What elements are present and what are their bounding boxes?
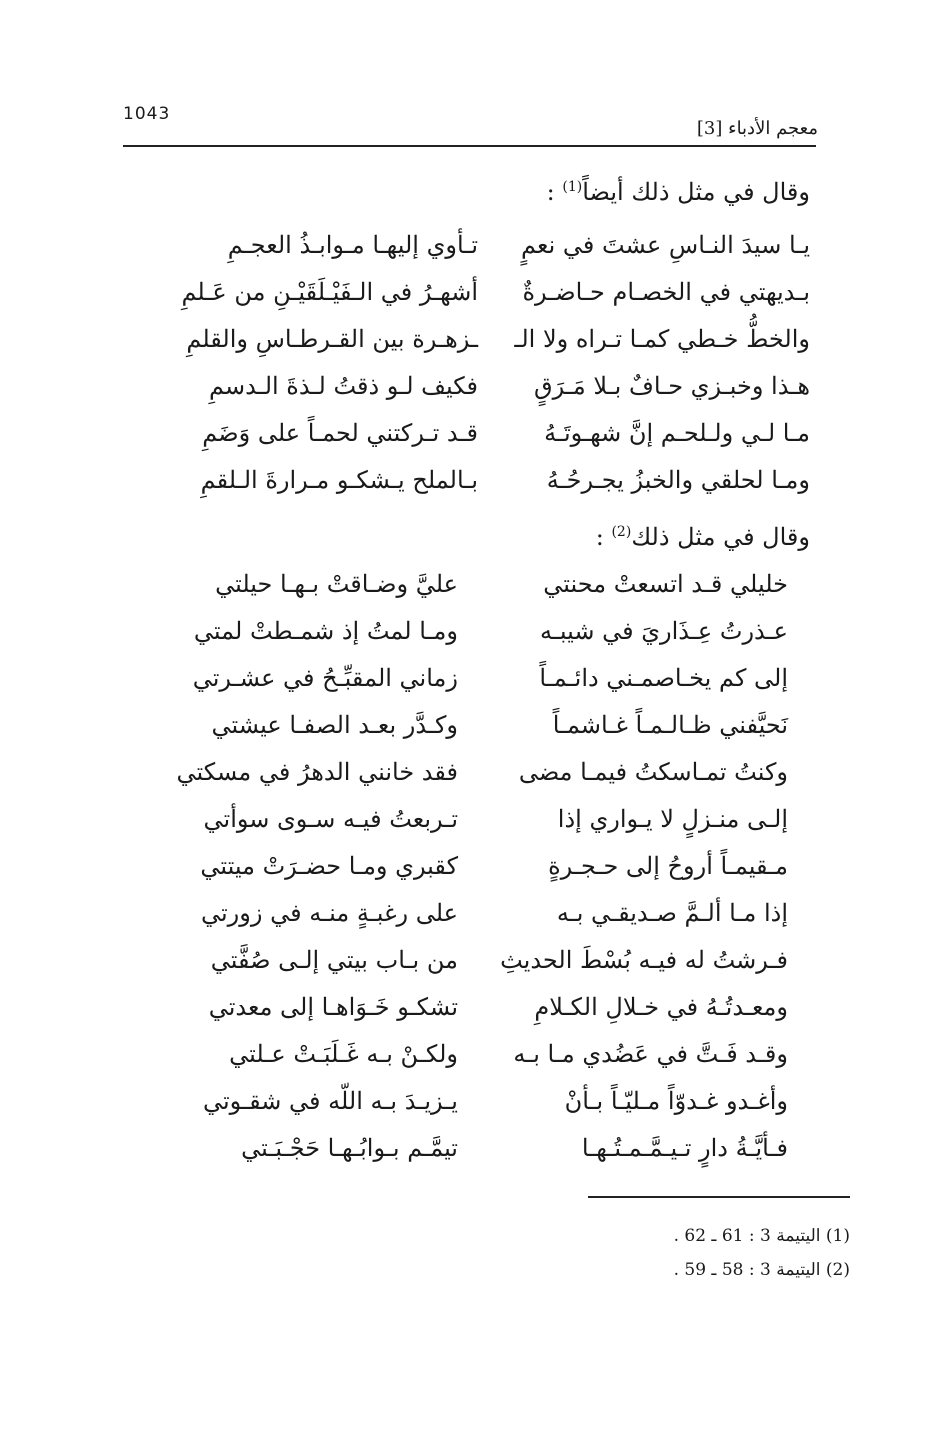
verse-ajuz: تشكـو خَـوَاهـا إلى معدتي: [208, 993, 458, 1021]
verse-ajuz: ومـا لمتُ إذ شمـطتْ لمتي: [193, 617, 458, 645]
verse: [0, 275, 938, 323]
verse: [0, 1084, 938, 1132]
verse: [0, 896, 938, 944]
verse: [0, 990, 938, 1038]
verse: [0, 661, 938, 709]
verse-sadr: بـديهتي في الخصـام حـاضـرةٌ: [522, 278, 810, 306]
footnote-rule: [588, 1196, 850, 1198]
verse-ajuz: عليَّ وضـاقتْ بـهـا حيلتي: [215, 570, 458, 598]
verse-sadr: ومـا لحلقي والخبزُ يجـرحُـهُ: [546, 466, 810, 494]
verse-sadr: هـذا وخبـزي حـافٌ بـلا مَـرَقٍ: [533, 372, 810, 400]
verse-sadr: نَحيَّفني ظـالـمـاً غـاشمـاً: [552, 711, 788, 739]
verse-ajuz: كقبري ومـا حضـرَتْ ميتتي: [200, 852, 458, 880]
verse: [0, 708, 938, 756]
verse: [0, 1037, 938, 1085]
verse-ajuz: تـربعتُ فيـه سـوى سوأتي: [203, 805, 458, 833]
verse-sadr: يـا سيدَ النـاسِ عشتَ في نعمٍ: [521, 231, 810, 259]
verse: [0, 943, 938, 991]
verse-ajuz: أشهـرُ في الـفَيْـلَقَيْـنِ من عَـلمِ: [181, 278, 478, 306]
poem-1-intro: [547, 178, 810, 206]
footnote-1: (1) اليتيمة 3 : 61 ـ 62 .: [673, 1226, 850, 1246]
header-rule: [123, 145, 816, 147]
verse-sadr: عـذرتُ عِـذَاريَ في شيبـه: [540, 617, 788, 645]
verse-ajuz: بـالملح يـشكـو مـرارةَ الـلقمِ: [200, 466, 478, 494]
verse-ajuz: زماني المقبِّـحُ في عشـرتي: [192, 664, 458, 692]
poem-2-intro-text: وقال في مثل ذلك: [631, 523, 810, 551]
verse-sadr: ومعـدتُـهُ في خـلالِ الكـلامِ: [534, 993, 788, 1021]
poem-2-intro-colon: :: [595, 523, 612, 551]
poem-2-intro: [596, 523, 810, 551]
verse-ajuz: على رغبـةٍ منـه في زورتي: [201, 899, 458, 927]
verse-sadr: والخطُّ خـطي كمـا تـراه ولا الـ: [514, 325, 810, 353]
footnote-ref-2: (2): [611, 524, 632, 540]
verse-sadr: وقـد فَـتَّ في عَضُدي مـا بـه: [513, 1040, 788, 1068]
verse-ajuz: ولكـنْ بـه غَـلَبَـتْ عـلتي: [229, 1040, 458, 1068]
verse: [0, 567, 938, 615]
verse-sadr: مـا لـي ولـلحـم إنَّ شهـوتَـهُ: [544, 419, 810, 447]
verse-ajuz: تـأوي إليهـا مـوابـذُ العجـمِ: [227, 231, 478, 259]
verse-ajuz: يـزيـدَ بـه اللّه في شقـوتي: [203, 1087, 458, 1115]
verse: [0, 463, 938, 511]
verse-sadr: وأغـدو غـدوّاً مـليّـاً بـأنْ: [564, 1087, 788, 1115]
verse: [0, 369, 938, 417]
poem-1-intro-text: وقال في مثل ذلك أيضاً: [582, 178, 810, 206]
verse: [0, 1131, 938, 1179]
footnote-2: (2) اليتيمة 3 : 58 ـ 59 .: [673, 1260, 850, 1280]
page-number: 1043: [123, 104, 171, 124]
verse-ajuz: من بـاب بيتي إلـى صُفَّتي: [210, 946, 458, 974]
verse-ajuz: فكيف لـو ذقتُ لـذةَ الـدسمِ: [208, 372, 478, 400]
verse-sadr: مـقيمـاً أروحُ إلى حـجـرةٍ: [548, 852, 788, 880]
verse-sadr: خليلي قـد اتسعتْ محنتي: [543, 570, 788, 598]
verse-sadr: فـرشتُ له فيـه بُسْطَ الحديثِ: [500, 946, 788, 974]
verse-sadr: إذا مـا ألـمَّ صـديقـي بـه: [556, 899, 788, 927]
running-head: معجم الأدباء [3]: [696, 118, 818, 139]
verse-ajuz: فقد خانني الدهرُ في مسكتي: [176, 758, 458, 786]
verse: [0, 802, 938, 850]
footnote-ref-1: (1): [562, 179, 583, 195]
verse: [0, 849, 938, 897]
verse: [0, 228, 938, 276]
verse-sadr: إلـى منـزلٍ لا يـواري إذا: [557, 805, 788, 833]
verse-ajuz: وكـدَّر بعـد الصفـا عيشتي: [211, 711, 458, 739]
verse: [0, 614, 938, 662]
verse-ajuz: قـد تـركتني لحمـاً على وَضَمِ: [202, 419, 478, 447]
verse-ajuz: تيمَّـم بـوابُـهـا حَجْـبَـتي: [241, 1134, 458, 1162]
verse-sadr: إلى كم يخـاصمـني دائـمـاً: [539, 664, 788, 692]
verse-ajuz: ـزهـرة بين القـرطـاسِ والقلمِ: [186, 325, 478, 353]
verse-sadr: وكنتُ تمـاسكتُ فيمـا مضى: [518, 758, 788, 786]
verse-sadr: فـأيَّـةُ دارٍ تـيـمَّـمـتُـهـا: [581, 1134, 788, 1162]
verse: [0, 416, 938, 464]
verse: [0, 755, 938, 803]
poem-1-intro-colon: :: [546, 178, 563, 206]
verse: [0, 322, 938, 370]
